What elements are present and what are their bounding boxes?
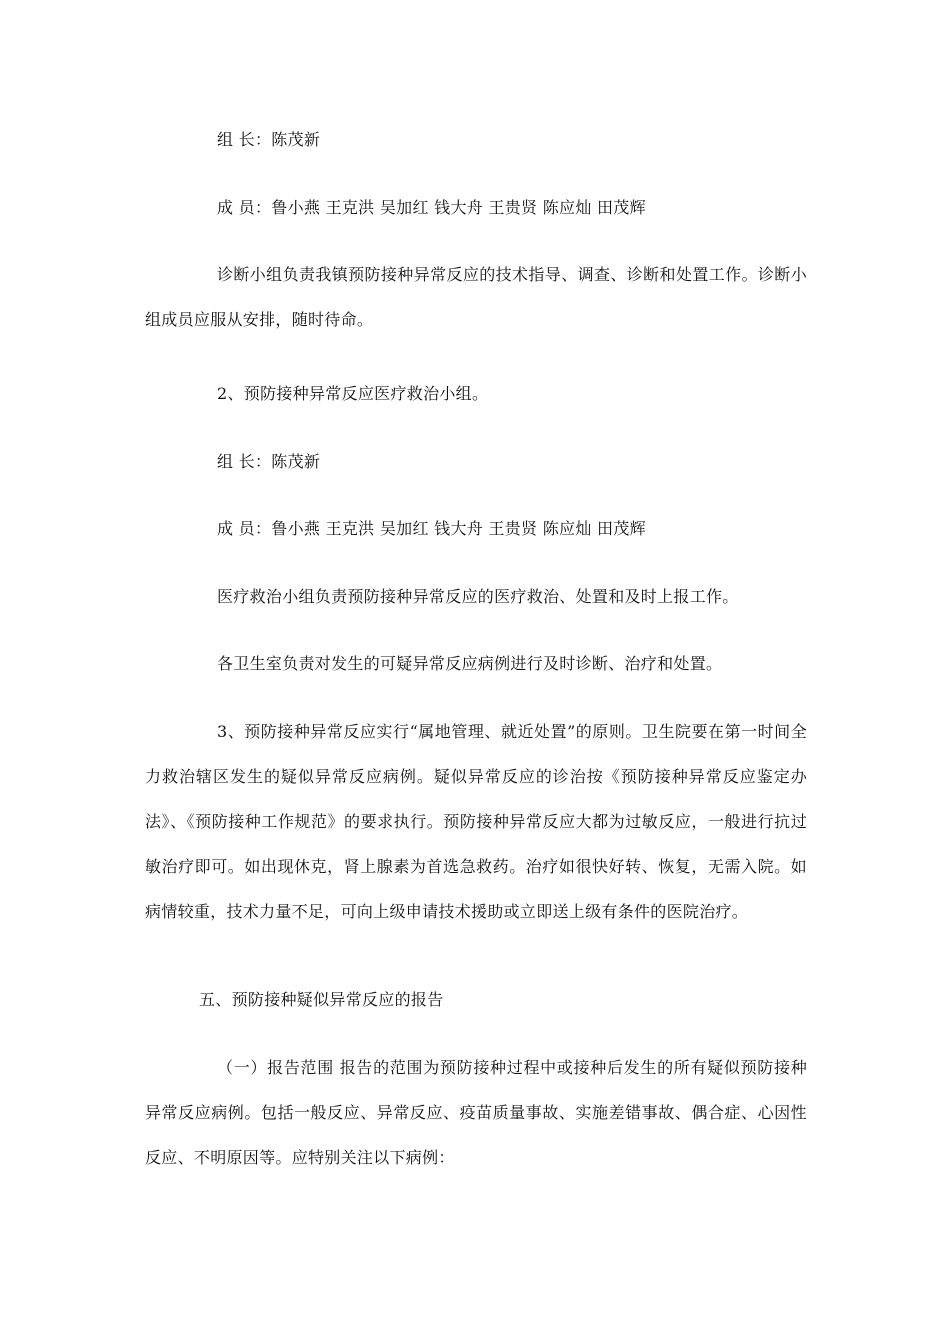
treat-group-members: 成 员：鲁小燕 王克洪 吴加红 钱大舟 王贵贤 陈应灿 田茂辉 <box>217 519 646 538</box>
treat-group-leader: 组 长：陈茂新 <box>217 452 321 471</box>
treat-group-heading: 2、预防接种异常反应医疗救治小组。 <box>217 384 489 403</box>
diag-group-members: 成 员：鲁小燕 王克洪 吴加红 钱大舟 王贵贤 陈应灿 田茂辉 <box>217 198 646 217</box>
diag-group-leader: 组 长：陈茂新 <box>217 130 321 149</box>
handling-principle: 3、预防接种异常反应实行“属地管理、就近处置”的原则。卫生院要在第一时间全力救治辖区发生的疑似异常反应病例。疑似异常反应的诊治按《预防接种异常反应鉴定办法》、《预防接种工作规范》的要求执行。预防接种异常反应大都为过敏反应，一般进行抗过敏治疗即可。如出现休克，肾上腺素为首选急救药。治疗如很快好转、恢复，无需入院。如病情较重，技术力量不足，可向上级申请技术援助或立即送上级有条件的医院治疗。 <box>145 722 807 921</box>
diag-group-duty: 诊断小组负责我镇预防接种异常反应的技术指导、调查、诊断和处置工作。诊断小组成员应服从安排，随时待命。 <box>145 265 807 329</box>
clinics-duty: 各卫生室负责对发生的可疑异常反应病例进行及时诊断、治疗和处置。 <box>217 654 723 673</box>
section-5-heading: 五、预防接种疑似异常反应的报告 <box>199 990 444 1009</box>
treat-group-duty: 医疗救治小组负责预防接种异常反应的医疗救治、处置和及时上报工作。 <box>217 587 739 606</box>
report-scope: （一）报告范围 报告的范围为预防接种过程中或接种后发生的所有疑似预防接种异常反应病例。包括一般反应、异常反应、疫苗质量事故、实施差错事故、偶合症、心因性反应、不明原因等。应特别关注以下病例： <box>145 1058 807 1167</box>
